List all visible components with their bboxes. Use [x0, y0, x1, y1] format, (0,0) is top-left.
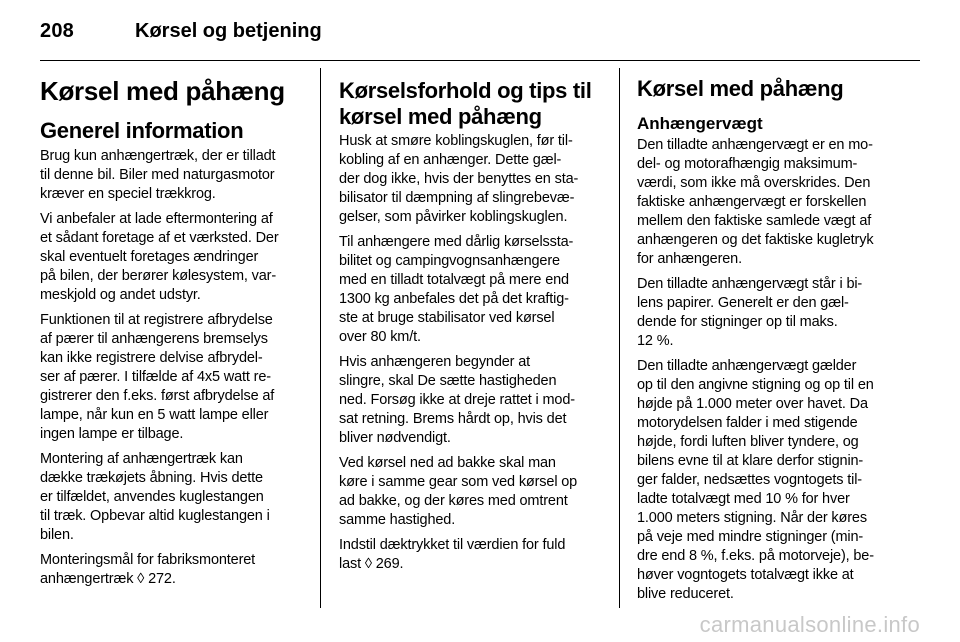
section-title: Kørsel med påhæng: [40, 76, 285, 106]
chapter-title: Kørsel og betjening: [135, 20, 322, 42]
column-1: [40, 68, 305, 608]
paragraph: Ved kørsel ned ad bakke skal man køre i samme gear som ved kørsel op ad bakke, og der køres med omtrent samme hastighed.: [339, 455, 578, 528]
paragraph: Den tilladte anhængervægt står i bi- lens papirer. Generelt er den gæl- dende for stigninger op til maks. 12 %.: [637, 276, 863, 349]
section-title: Kørsel med påhæng: [637, 76, 844, 101]
paragraph: Montering af anhængertræk kan dække trækøjets åbning. Hvis dette er tilfældet, anvendes kuglestangen til træk. Opbevar altid kuglestangen i bilen.: [40, 451, 270, 543]
column-3: [637, 68, 902, 608]
paragraph-page-reference: Indstil dæktrykket til værdien for fuld last ◊ 269.: [339, 537, 566, 572]
paragraph: Den tilladte anhængervægt er en mo- del- og motorafhængig maksimum- værdi, som ikke må overskrides. Den faktiske anhængervægt er forskellen mellem den faktiske samlede vægt af anhængeren og det faktiske kugletryk for anhængeren.: [637, 137, 874, 267]
page-number: 208: [40, 20, 74, 42]
paragraph-page-reference: Monteringsmål for fabriksmonteret anhængertræk ◊ 272.: [40, 552, 256, 587]
paragraph: Husk at smøre koblingskuglen, før til- kobling af en anhænger. Dette gæl- der dog ikke, hvis der benyttes en sta- bilisator til dæmpning af slingrebevæ- gelser, som påvirker koblingskuglen.: [339, 133, 579, 225]
watermark: carmanualsonline.info: [699, 612, 920, 637]
section-subtitle: Generel information: [40, 118, 244, 143]
paragraph: Funktionen til at registrere afbrydelse af pærer til anhængerens bremselys kan ikke registrere delvise afbrydel- ser af pærer. I tilfælde af 4x5 watt re- gistrerer den f.eks. først afbrydelse af lampe, når kun en 5 watt lampe eller ingen lampe er tilbage.: [40, 312, 275, 442]
paragraph: Hvis anhængeren begynder at slingre, skal De sætte hastigheden ned. Forsøg ikke at dreje rattet i mod- sat retning. Brems hårdt op, hvis det bliver nødvendigt.: [339, 354, 575, 446]
paragraph: Vi anbefaler at lade eftermontering af et sådant foretage af et værksted. Der skal eventuelt foretages ændringer på bilen, der berører kølesystem, var- meskjold og andet udstyr.: [40, 211, 279, 303]
header-rule: [40, 60, 920, 61]
page-header: [40, 16, 920, 56]
column-divider: [320, 68, 321, 608]
column-divider: [619, 68, 620, 608]
paragraph: Den tilladte anhængervægt gælder op til den angivne stigning og op til en højde på 1.000 meter over havet. Da motorydelsen falder i med stigende højde, fordi luften bliver tyndere, og bilens evne til at klare derfor stignin- ger falder, nedsættes vogntogets til- ladte totalvægt med 10 % for hver 1.000 meters stigning. Når der køres på veje med mindre stigninger (min- dre end 8 %, f.eks. på motorveje), be- høver vogntogets totalvægt ikke at blive reduceret.: [637, 358, 874, 602]
paragraph: Til anhængere med dårlig kørselssta- bilitet og campingvognsanhængere med en tilladt totalvægt på mere end 1300 kg anbefales det på det kraftig- ste at bruge stabilisator ved kørsel over 80 km/t.: [339, 234, 574, 345]
section-subtitle: Anhængervægt: [637, 114, 763, 133]
column-2: [339, 68, 604, 608]
paragraph: Brug kun anhængertræk, der er tilladt til denne bil. Biler med naturgasmotor kræver en speciel trækkrog.: [40, 148, 276, 202]
section-title: Kørselsforhold og tips til kørsel med påhæng: [339, 78, 592, 129]
